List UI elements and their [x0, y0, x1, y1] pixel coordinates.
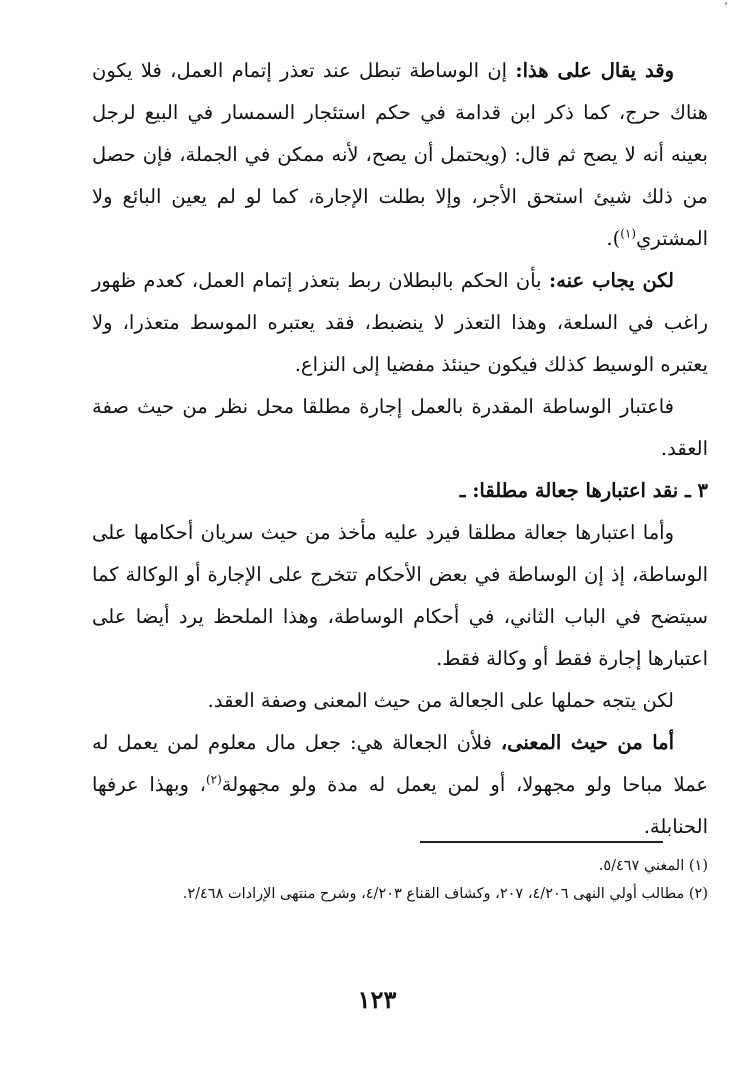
paragraph-body: لكن يتجه حملها على الجعالة من حيث المعنى وصفة العقد.	[207, 689, 674, 712]
paragraph-reply	[92, 260, 708, 386]
footnotes	[92, 852, 708, 908]
paragraph-body: وأما اعتبارها جعالة مطلقا فيرد عليه مأخذ من حيث سريان أحكامها على الوساطة، إذ إن الوساطة في بعض الأحكام تتخرج على الإجارة أو الوكالة كما سيتضح في الباب الثاني، في أحكام الوساطة، وهذا الملحظ يرد أيضا على اعتبارها إجارة فقط أو وكالة فقط.	[92, 521, 708, 670]
footnote-ref: (٢)	[205, 772, 222, 787]
paragraph-lead: وقد يقال على هذا:	[515, 59, 674, 82]
paragraph-body: إن الوساطة تبطل عند تعذر إتمام العمل، فلا يكون هناك حرج، كما ذكر ابن قدامة في حكم استئجار السمسار في البيع لرجل بعينه أنه لا يصح ثم قال: (ويحتمل أن يصح، لأنه ممكن في الجملة، فإن حصل من ذلك شيئ استحق الأجر، وإلا بطلت الإجارة، كما لو لم يعين البائع ولا المشتري	[92, 59, 708, 250]
paragraph-objection	[92, 50, 708, 260]
paragraph-conclusion	[92, 386, 708, 470]
footnote-2: (٢) مطالب أولي النهى ٤/٢٠٦، ٢٠٧، وكشاف القناع ٤/٢٠٣، وشرح منتهى الإرادات ٢/٤٦٨.	[182, 886, 708, 902]
corner-mark: ٬	[724, 0, 728, 14]
footnote-divider	[420, 841, 663, 843]
paragraph-tail: ).	[606, 227, 621, 250]
page-number: ١٢٣	[357, 985, 397, 1014]
paragraph-tail: ، وبهذا عرفها الحنابلة.	[92, 773, 708, 838]
paragraph-jaala-meaning	[92, 680, 708, 722]
footnote-ref: (١)	[620, 226, 637, 241]
paragraph-body: فاعتبار الوساطة المقدرة بالعمل إجارة مطلقا محل نظر من حيث صفة العقد.	[92, 395, 708, 460]
paragraph-jaala-definition	[92, 722, 708, 848]
paragraph-body: فلأن الجعالة هي: جعل مال معلوم لمن يعمل له عملا مباحا ولو مجهولا، أو لمن يعمل له مدة ولو مجهولة	[92, 731, 708, 796]
footnote-1: (١) المغني ٥/٤٦٧.	[598, 858, 708, 874]
main-text	[92, 50, 708, 848]
section-heading: ٣ ـ نقد اعتبارها جعالة مطلقا: ـ	[459, 479, 708, 502]
paragraph-lead: أما من حيث المعنى،	[500, 731, 674, 754]
paragraph-lead: لكن يجاب عنه:	[549, 269, 674, 292]
paragraph-jaala-critique	[92, 512, 708, 680]
paragraph-body: بأن الحكم بالبطلان ربط بتعذر إتمام العمل، كعدم ظهور راغب في السلعة، وهذا التعذر لا ينضبط، فقد يعتبره الموسط متعذرا، ولا يعتبره الوسيط كذلك فيكون حينئذ مفضيا إلى النزاع.	[92, 269, 708, 376]
